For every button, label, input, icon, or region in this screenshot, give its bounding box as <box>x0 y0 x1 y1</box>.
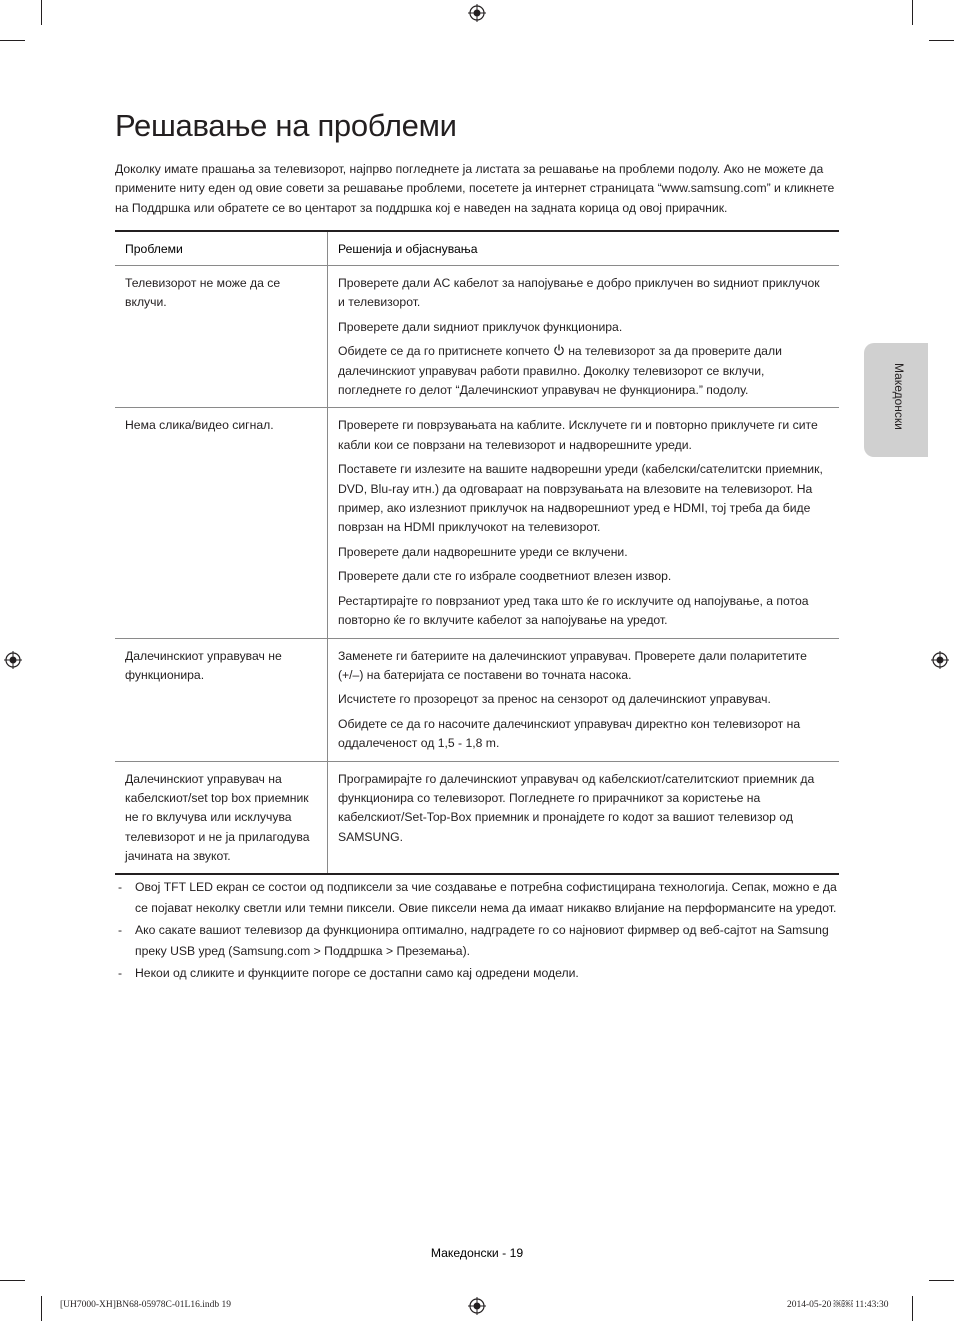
note-text: Некои од сликите и функциите погоре се достапни само кај одредени модели. <box>135 966 579 980</box>
note-dash: - <box>118 923 123 937</box>
header-solutions: Решенија и објаснувања <box>328 231 840 266</box>
header-problems: Проблеми <box>115 231 328 266</box>
problem-cell: Нема слика/видео сигнал. <box>115 408 328 638</box>
notes-list <box>115 877 841 986</box>
solution-item: Проверете дали AC кабелот за напојување е добро приклучен во ѕидниот приклучок и телевизорот. <box>338 276 820 310</box>
registration-mark-icon <box>468 4 486 22</box>
solution-item: Заменете ги батериите на далечинскиот управувач. Проверете дали поларитетите (+/–) на батеријата се поставени во точната насока. <box>338 648 807 682</box>
note-item <box>115 920 841 961</box>
table-row <box>115 408 839 638</box>
page-number: Македонски - 19 <box>430 1246 524 1260</box>
note-text: Ако сакате вашиот телевизор да функционира оптимално, надградете го со најновиот фирмвер од веб-сајтот на Samsung преку USB уред (Samsung.com > Поддршка > Преземања). <box>135 923 829 958</box>
print-slug-file: [UH7000-XH]BN68-05978C-01L16.indb 19 <box>60 1300 231 1310</box>
note-text: Овој TFT LED екран се состои од подпиксели за чие создавање е потребна софистицирана технологија. Сепак, можно е да се појават неколку светли или темни пиксели. Овие пиксели нема да имаат никакво влијание на перформансите на уредот. <box>135 880 837 915</box>
table-row <box>115 266 839 408</box>
power-icon <box>553 344 565 356</box>
crop-mark <box>41 0 42 25</box>
solutions-cell <box>328 761 840 874</box>
language-tab-label: Македонски <box>892 363 906 430</box>
crop-mark <box>912 1296 913 1321</box>
registration-mark-icon <box>4 651 22 669</box>
table-header-row <box>115 231 839 266</box>
solutions-cell <box>328 638 840 761</box>
problem-cell: Далечинскиот управувач не функционира. <box>115 638 328 761</box>
print-slug-date: 2014-05-20 ￼￼ 11:43:30 <box>787 1300 889 1310</box>
solution-item <box>338 342 829 400</box>
solution-item: Рестартирајте го поврзаниот уред така што ќе го исклучите од напојување, а потоа повторно ќе го вклучите кабелот за напојување на уредот. <box>338 593 809 628</box>
solutions-cell <box>328 408 840 638</box>
intro-paragraph: Доколку имате прашања за телевизорот, најпрво погледнете ја листата за решавање на проблеми подолу. Ако не можете да примените ниту еден од овие совети за решавање проблеми, посетете ја интернет страницата “www.samsung.com” и кликнете на Поддршка или обратете се во центарот за поддршка кој е наведен на задната корица од овој прирачник. <box>115 162 835 215</box>
solution-text: на телевизорот за да проверите дали далечинскиот управувач работи правилно. Доколку телевизорот се вклучи, погледнете го делот “Далечинскиот управувач не функционира.” подолу. <box>338 344 782 398</box>
crop-mark <box>929 40 954 41</box>
crop-mark <box>41 1296 42 1321</box>
table-row <box>115 761 839 874</box>
solution-item: Проверете дали ѕидниот приклучок функционира. <box>338 319 623 334</box>
solution-item: Проверете дали сте го избрале соодветниот влезен извор. <box>338 569 672 584</box>
table-row <box>115 638 839 761</box>
solution-item: Исчистете го прозорецот за пренос на сензорот од далечинскиот управувач. <box>338 692 771 707</box>
language-side-tab <box>864 343 928 457</box>
solution-item: Програмирајте го далечинскиот управувач од кабелскиот/сателитскиот приемник да функционира со телевизорот. Погледнете го прирачникот за користење на кабелскиот/Set-Top-Box приемник и пронајдете го кодот за вашиот телевизор од SAMSUNG. <box>338 771 815 844</box>
crop-mark <box>912 0 913 25</box>
problem-cell: Телевизорот не може да се вклучи. <box>115 266 328 408</box>
note-item <box>115 963 841 984</box>
solution-item: Проверете ги поврзувањата на каблите. Исклучете ги и повторно приклучете ги сите кабли кои се поврзани на телевизорот и надворешните уреди. <box>338 418 818 452</box>
solution-item: Поставете ги излезите на вашите надворешни уреди (кабелски/сателитски приемник, DVD, Blu-ray итн.) да одговараат на поврзувањата на влезовите на телевизорот. На пример, ако излезниот приклучок на надворешниот уред е HDMI, тој треба да биде поврзан на HDMI приклучокот на телевизорот. <box>338 462 823 535</box>
troubleshooting-table <box>115 230 839 875</box>
note-dash: - <box>118 880 123 894</box>
solutions-cell <box>328 266 840 408</box>
solution-text: Обидете се да го притиснете копчето <box>338 344 550 359</box>
problem-cell: Далечинскиот управувач на кабелскиот/set top box приемник не го вклучува или исклучува телевизорот и не ја прилагодува јачината на звукот. <box>115 761 328 874</box>
registration-mark-icon <box>468 1297 486 1315</box>
crop-mark <box>0 1280 25 1281</box>
solution-item: Проверете дали надворешните уреди се вклучени. <box>338 544 628 559</box>
note-item <box>115 877 841 918</box>
page-title: Решавање на проблеми <box>115 108 457 143</box>
registration-mark-icon <box>931 651 949 669</box>
solution-item: Обидете се да го насочите далечинскиот управувач директно кон телевизорот на оддалеченост од 1,5 - 1,8 m. <box>338 717 801 751</box>
crop-mark <box>0 40 25 41</box>
note-dash: - <box>118 966 123 980</box>
crop-mark <box>929 1280 954 1281</box>
